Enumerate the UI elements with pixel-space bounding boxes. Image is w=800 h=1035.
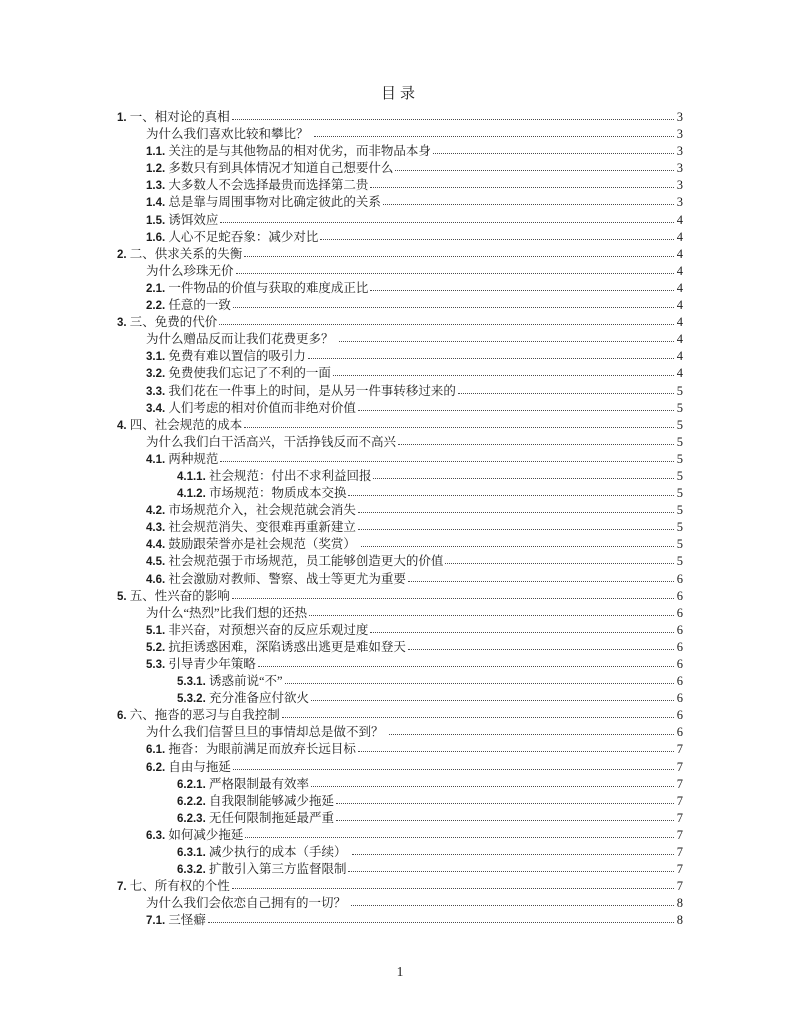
toc-entry-title: 自由与拖延 — [168, 759, 231, 774]
toc-entry-number: 2.2. — [146, 300, 169, 313]
toc-entry-text — [177, 690, 309, 708]
toc-entry-number: 1.2. — [146, 163, 169, 176]
toc-entry[interactable] — [117, 502, 683, 519]
toc-entry-title: 非兴奋，对预想兴奋的反应乐观过度 — [168, 622, 369, 637]
toc-entry-title: 拖沓：为眼前满足而放弃长远目标 — [168, 742, 356, 757]
toc-page-number: 4 — [676, 246, 683, 261]
toc-entry[interactable] — [117, 451, 683, 468]
toc-entry-text — [177, 673, 283, 691]
toc-entry-title: 为什么我们会依恋自己拥有的一切？ — [146, 896, 350, 911]
toc-page-number: 7 — [676, 742, 683, 757]
toc-entry-text — [117, 588, 230, 606]
toc-entry[interactable] — [117, 229, 683, 246]
toc-leader-dots — [336, 803, 674, 804]
toc-entry[interactable] — [117, 348, 683, 365]
toc-leader-dots — [258, 666, 674, 667]
toc-entry-title: 二、供求关系的失衡 — [129, 246, 243, 261]
toc-entry-text — [146, 519, 356, 537]
toc-entry-text — [146, 194, 381, 212]
toc-page-number: 5 — [676, 537, 683, 552]
toc-leader-dots — [373, 478, 673, 479]
toc-entry[interactable] — [117, 810, 683, 827]
toc-entry-number: 4. — [117, 419, 130, 432]
toc-leader-dots — [236, 273, 674, 274]
toc-entry[interactable] — [117, 878, 683, 895]
toc-entry-title: 关注的是与其他物品的相对优劣，而非物品本身 — [168, 144, 431, 159]
toc-page-number: 4 — [676, 349, 683, 364]
toc-entry-text — [177, 861, 346, 879]
toc-entry[interactable] — [117, 263, 683, 280]
toc-entry-number: 6.1. — [146, 744, 169, 757]
toc-leader-dots — [361, 546, 674, 547]
toc-entry-text — [146, 656, 256, 674]
toc-page-number: 5 — [676, 554, 683, 569]
toc-entry[interactable] — [117, 297, 683, 314]
toc-page-number: 7 — [676, 827, 683, 842]
toc-entry[interactable] — [117, 673, 683, 690]
toc-entry-text — [146, 229, 318, 247]
toc-entry-text — [146, 177, 368, 195]
toc-entry-title: 五、性兴奋的影响 — [129, 588, 230, 603]
toc-entry[interactable] — [117, 793, 683, 810]
toc-entry[interactable] — [117, 280, 683, 297]
toc-entry-title: 为什么我们喜欢比较和攀比？ — [146, 127, 312, 142]
toc-page-number: 5 — [676, 400, 683, 415]
toc-entry-number: 3.3. — [146, 385, 169, 398]
toc-leader-dots — [358, 512, 674, 513]
toc-page-number: 7 — [676, 845, 683, 860]
toc-entry-number: 3.2. — [146, 368, 169, 381]
toc-leader-dots — [352, 854, 674, 855]
toc-entry-text — [117, 878, 230, 896]
toc-leader-dots — [245, 837, 673, 838]
toc-entry-text — [146, 143, 431, 161]
toc-entry-text — [117, 314, 217, 332]
toc-entry-number: 1.3. — [146, 180, 169, 193]
toc-leader-dots — [232, 119, 674, 120]
toc-leader-dots — [232, 888, 674, 889]
toc-entry-title: 三、免费的代价 — [129, 315, 218, 330]
toc-entry-text — [177, 485, 346, 503]
toc-entry-text — [146, 759, 231, 777]
toc-entry-number: 1.5. — [146, 214, 169, 227]
toc-entry[interactable] — [117, 656, 683, 673]
toc-entry-text — [146, 280, 368, 298]
toc-entry-title: 自我限制能够减少拖延 — [208, 793, 334, 808]
toc-entry-number: 6.3.2. — [177, 864, 209, 877]
toc-entry-text — [117, 109, 230, 127]
toc-entry-title: 四、社会规范的成本 — [129, 417, 243, 432]
toc-entry[interactable] — [117, 246, 683, 263]
toc-leader-dots — [348, 495, 673, 496]
toc-entry-title: 一件物品的价值与获取的难度成正比 — [168, 280, 369, 295]
toc-entry-text — [146, 331, 337, 349]
toc-entry-title: 为什么“热烈”比我们想的还热 — [146, 605, 308, 620]
toc-entry[interactable] — [117, 383, 683, 400]
toc-entry-number: 5.1. — [146, 624, 169, 637]
toc-entry[interactable] — [117, 895, 683, 912]
toc-leader-dots — [220, 461, 673, 462]
toc-entry[interactable] — [117, 571, 683, 588]
toc-page-number: 3 — [676, 195, 683, 210]
toc-page-number: 5 — [676, 417, 683, 432]
toc-entry-title: 社会规范：付出不求利益回报 — [208, 468, 372, 483]
toc-page-number: 6 — [676, 622, 683, 637]
toc-entry-number: 6. — [117, 710, 130, 723]
toc-entry-title: 充分准备应付欲火 — [208, 691, 309, 706]
toc-leader-dots — [445, 563, 673, 564]
toc-entry-title: 任意的一致 — [168, 298, 231, 313]
toc-leader-dots — [358, 410, 674, 411]
toc-entry-text — [146, 741, 356, 759]
toc-entry-number: 3.4. — [146, 402, 169, 415]
toc-entry-number: 4.2. — [146, 505, 169, 518]
toc-entry[interactable] — [117, 331, 683, 348]
toc-entry[interactable] — [117, 827, 683, 844]
toc-entry[interactable] — [117, 588, 683, 605]
toc-page-number: 4 — [676, 280, 683, 295]
toc-leader-dots — [311, 786, 674, 787]
toc-entry-title: 为什么赠品反而让我们花费更多？ — [146, 332, 337, 347]
toc-entry-number: 7. — [117, 881, 130, 894]
toc-page-number: 5 — [676, 503, 683, 518]
toc-entry-title: 为什么我们白干活高兴，干活挣钱反而不高兴 — [146, 434, 397, 449]
toc-entry-title: 如何减少拖延 — [168, 827, 244, 842]
toc-entry-text — [146, 622, 368, 640]
toc-page-number: 4 — [676, 229, 683, 244]
toc-entry[interactable] — [117, 912, 683, 929]
toc-entry-number: 2. — [117, 248, 130, 261]
toc-leader-dots — [358, 529, 674, 530]
toc-entry-text — [146, 912, 206, 930]
toc-leader-dots — [336, 820, 674, 821]
toc-entry-text — [146, 160, 393, 178]
toc-entry-text — [146, 571, 406, 589]
toc-entry-text — [177, 793, 334, 811]
toc-entry-title: 引导青少年策略 — [168, 657, 256, 671]
toc-page-number: 4 — [676, 366, 683, 381]
toc-page-number: 7 — [676, 879, 683, 894]
toc-page-number: 6 — [676, 657, 683, 671]
toc-entry-title: 市场规范：物质成本交换 — [208, 486, 347, 501]
toc-leader-dots — [358, 751, 674, 752]
toc-page-number: 6 — [676, 605, 683, 620]
toc-page-number: 3 — [676, 161, 683, 176]
toc-page-number: 5 — [676, 486, 683, 501]
toc-entry-text — [146, 126, 312, 144]
toc-entry[interactable] — [117, 536, 683, 553]
toc-entry[interactable] — [117, 365, 683, 382]
toc-leader-dots — [339, 341, 674, 342]
toc-leader-dots — [433, 153, 674, 154]
toc-entry-title: 我们花在一件事上的时间，是从另一件事转移过来的 — [168, 383, 456, 398]
toc-leader-dots — [458, 393, 674, 394]
toc-page-number: 4 — [676, 212, 683, 227]
toc-entry[interactable] — [117, 400, 683, 417]
toc-entry[interactable] — [117, 707, 683, 724]
toc-page-number: 3 — [676, 178, 683, 193]
toc-entry-title: 人们考虑的相对价值而非绝对价值 — [168, 400, 356, 415]
toc-entry-title: 市场规范介入，社会规范就会消失 — [168, 503, 356, 518]
toc-entry[interactable] — [117, 519, 683, 536]
toc-entry-number: 6.2. — [146, 761, 169, 774]
toc-leader-dots — [370, 290, 673, 291]
toc-entry-title: 社会规范强于市场规范，员工能够创造更大的价值 — [168, 554, 444, 569]
toc-entry[interactable] — [117, 844, 683, 861]
toc-leader-dots — [233, 769, 674, 770]
toc-entry-title: 七、所有权的个性 — [129, 879, 230, 894]
toc-leader-dots — [383, 204, 674, 205]
toc-page-number: 7 — [676, 776, 683, 791]
toc-entry-text — [177, 776, 309, 794]
toc-leader-dots — [220, 222, 673, 223]
toc-entry-number: 4.1. — [146, 453, 169, 466]
toc-entry-text — [146, 451, 218, 469]
toc-entry-title: 免费有难以置信的吸引力 — [168, 349, 306, 364]
toc-leader-dots — [308, 358, 674, 359]
toc-entry[interactable] — [117, 143, 683, 160]
toc-page-number: 6 — [676, 691, 683, 706]
toc-entry-number: 3. — [117, 317, 130, 330]
toc-entry-text — [146, 365, 331, 383]
toc-leader-dots — [351, 905, 674, 906]
toc-entry-text — [177, 844, 350, 862]
toc-entry[interactable] — [117, 485, 683, 502]
toc-entry-title: 鼓励跟荣誉亦是社会规范（奖赏） — [168, 537, 360, 552]
toc-entry[interactable] — [117, 177, 683, 194]
toc-entry-number: 5.2. — [146, 641, 169, 654]
toc-page-number: 4 — [676, 298, 683, 313]
toc-leader-dots — [233, 307, 674, 308]
toc-entry[interactable] — [117, 724, 683, 741]
toc-entry-number: 7.1. — [146, 915, 169, 928]
toc-entry-text — [117, 246, 242, 264]
toc-leader-dots — [219, 324, 673, 325]
toc-entry-title: 免费使我们忘记了不利的一面 — [168, 366, 331, 381]
toc-leader-dots — [348, 871, 673, 872]
toc-leader-dots — [285, 683, 674, 684]
toc-page-number: 6 — [676, 588, 683, 603]
toc-entry-number: 1.4. — [146, 197, 169, 210]
toc-entry[interactable] — [117, 690, 683, 707]
toc-entry-title: 大多数人不会选择最贵而选择第二贵 — [168, 178, 369, 193]
toc-entry-text — [146, 383, 456, 401]
toc-leader-dots — [408, 649, 674, 650]
toc-entry-number: 5.3.1. — [177, 676, 209, 689]
toc-page-number: 6 — [676, 639, 683, 654]
toc-page-number: 7 — [676, 862, 683, 877]
toc-entry-text — [117, 417, 242, 435]
toc-entry-number: 6.2.1. — [177, 778, 209, 791]
toc-entry-text — [146, 827, 243, 845]
toc-page-number: 4 — [676, 315, 683, 330]
toc-page-number: 5 — [676, 468, 683, 483]
toc-page-number: 3 — [676, 144, 683, 159]
toc-entry[interactable] — [117, 861, 683, 878]
toc-entry-number: 4.4. — [146, 539, 169, 552]
toc-leader-dots — [232, 598, 674, 599]
toc-page-number: 5 — [676, 383, 683, 398]
toc-entry-number: 4.5. — [146, 556, 169, 569]
toc-entry[interactable] — [117, 741, 683, 758]
toc-page-number: 6 — [676, 708, 683, 723]
toc-leader-dots — [333, 375, 674, 376]
toc-leader-dots — [314, 136, 674, 137]
toc-entry[interactable] — [117, 468, 683, 485]
toc-leader-dots — [370, 632, 673, 633]
toc-entry[interactable] — [117, 759, 683, 776]
toc-entry-title: 抗拒诱惑困难，深陷诱惑出逃更是难如登天 — [168, 639, 406, 654]
toc-entry-number: 4.6. — [146, 573, 169, 586]
toc-entry-title: 扩散引入第三方监督限制 — [208, 862, 347, 877]
toc-entry-title: 六、拖沓的恶习与自我控制 — [129, 708, 280, 723]
toc-entry-text — [146, 605, 307, 623]
toc-page-number: 5 — [676, 520, 683, 535]
toc-entry[interactable] — [117, 126, 683, 143]
toc-entry[interactable] — [117, 434, 683, 451]
toc-entry-title: 多数只有到具体情况才知道自己想要什么 — [168, 161, 394, 176]
toc-entry-number: 6.3.1. — [177, 847, 209, 860]
toc-leader-dots — [311, 700, 674, 701]
toc-page-number: 4 — [676, 263, 683, 278]
toc-entry-number: 4.1.1. — [177, 470, 209, 483]
toc-leader-dots — [398, 444, 674, 445]
footer-page-number: 1 — [396, 964, 404, 979]
toc-page-number: 7 — [676, 810, 683, 825]
toc-entry[interactable] — [117, 553, 683, 570]
toc-entry-number: 5. — [117, 590, 130, 603]
toc-entry-text — [146, 553, 443, 571]
toc-entry[interactable] — [117, 776, 683, 793]
toc-leader-dots — [244, 427, 673, 428]
toc-entry-text — [146, 212, 218, 230]
toc-entry-number: 1.1. — [146, 146, 169, 159]
toc-page-number: 4 — [676, 332, 683, 347]
toc-entry-number: 2.1. — [146, 282, 169, 295]
toc-page-number: 3 — [676, 127, 683, 142]
toc-entry[interactable] — [117, 314, 683, 331]
toc-entry[interactable] — [117, 605, 683, 622]
toc-entry[interactable] — [117, 109, 683, 126]
toc-entry[interactable] — [117, 639, 683, 656]
toc-entry-number: 6.3. — [146, 829, 169, 842]
toc-page-number: 6 — [676, 725, 683, 740]
toc-entry-number: 1.6. — [146, 231, 169, 244]
toc-entry-text — [177, 810, 334, 828]
toc-leader-dots — [282, 717, 674, 718]
toc-entry-number: 5.3.2. — [177, 693, 209, 706]
toc-entry-number: 6.2.3. — [177, 812, 209, 825]
toc-entry-text — [117, 707, 280, 725]
toc-entry-title: 三怪癖 — [168, 913, 206, 928]
toc-page-number: 5 — [676, 434, 683, 449]
toc-leader-dots — [309, 615, 674, 616]
toc-leader-dots — [408, 581, 674, 582]
toc-page-number: 6 — [676, 571, 683, 586]
toc-entry-text — [146, 502, 356, 520]
toc-entry-title: 为什么珍珠无价 — [146, 263, 234, 278]
toc-entry-text — [146, 348, 306, 366]
toc-page-number: 7 — [676, 793, 683, 808]
toc-entry-text — [146, 297, 231, 315]
toc-entry-text — [146, 724, 387, 742]
toc-entry-title: 总是靠与周围事物对比确定彼此的关系 — [168, 195, 381, 210]
toc-entry[interactable] — [117, 417, 683, 434]
toc-leader-dots — [395, 170, 673, 171]
toc-entry-text — [146, 400, 356, 418]
toc-page-number: 5 — [676, 451, 683, 466]
toc-leader-dots — [320, 239, 673, 240]
toc-page-number: 8 — [676, 913, 683, 928]
toc-entry-number: 5.3. — [146, 659, 169, 671]
toc-entry-text — [146, 639, 406, 657]
toc-leader-dots — [244, 256, 673, 257]
toc-page-number: 8 — [676, 896, 683, 911]
toc-entry-text — [146, 895, 349, 913]
toc-entry-number: 1. — [117, 112, 130, 124]
toc-page-number: 3 — [676, 110, 683, 124]
toc-entry-title: 减少执行的成本（手续） — [208, 845, 350, 860]
toc-list — [117, 109, 683, 930]
toc-entry-text — [146, 536, 359, 554]
toc-leader-dots — [208, 922, 674, 923]
toc-leader-dots — [389, 734, 674, 735]
toc-entry-title: 诱饵效应 — [168, 212, 219, 227]
toc-entry[interactable] — [117, 160, 683, 177]
toc-entry-title: 人心不足蛇吞象：减少对比 — [168, 229, 319, 244]
toc-entry-title: 两种规范 — [168, 451, 219, 466]
toc-entry[interactable] — [117, 194, 683, 211]
toc-entry-title: 社会激励对教师、警察、战士等更尤为重要 — [168, 571, 406, 586]
toc-entry-text — [146, 263, 234, 281]
toc-page-number: 7 — [676, 759, 683, 774]
toc-entry-number: 6.2.2. — [177, 795, 209, 808]
toc-entry-title: 为什么我们信誓旦旦的事情却总是做不到？ — [146, 725, 387, 740]
toc-entry[interactable] — [117, 622, 683, 639]
toc-entry-title: 诱惑前说“不” — [208, 674, 283, 689]
toc-entry-number: 4.1.2. — [177, 488, 209, 501]
toc-entry-number: 3.1. — [146, 351, 169, 364]
toc-leader-dots — [370, 187, 673, 188]
toc-entry-title: 社会规范消失、变很难再重新建立 — [168, 520, 356, 535]
toc-entry-number: 4.3. — [146, 522, 169, 535]
toc-entry[interactable] — [117, 212, 683, 229]
toc-entry-text — [177, 468, 371, 486]
toc-title: 目录 — [380, 86, 419, 102]
toc-page-number: 6 — [676, 674, 683, 689]
toc-entry-text — [146, 434, 396, 452]
toc-entry-title: 严格限制最有效率 — [208, 776, 309, 791]
toc-entry-title: 无任何限制拖延最严重 — [208, 810, 334, 825]
toc-entry-title: 一、相对论的真相 — [129, 110, 230, 124]
